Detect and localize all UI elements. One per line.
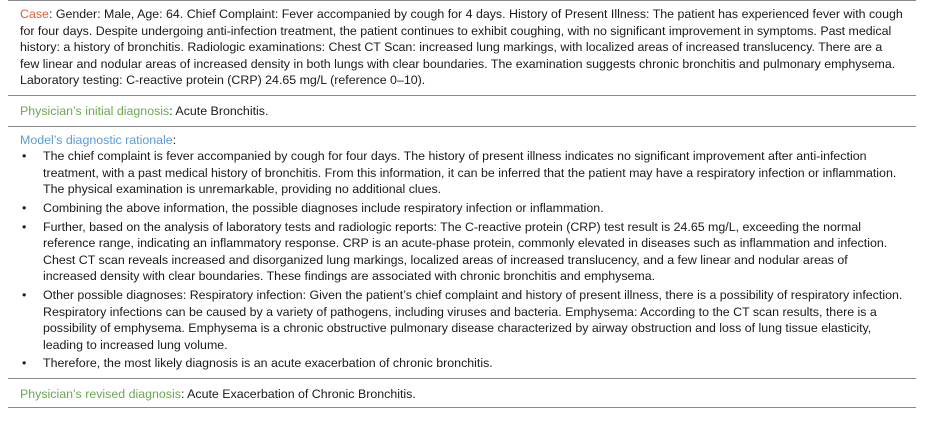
bullet-icon: • xyxy=(22,200,27,215)
case-section xyxy=(8,1,916,96)
case-label: Case xyxy=(20,7,49,21)
rationale-colon: : xyxy=(172,132,177,147)
rationale-item-text: Therefore, the most likely diagnosis is an acute exacerbation of chronic bronchitis. xyxy=(43,356,493,371)
rationale-item xyxy=(20,355,904,372)
rationale-item xyxy=(20,287,904,353)
initial-diagnosis-text: : Acute Bronchitis. xyxy=(169,103,269,118)
bullet-icon: • xyxy=(22,356,27,371)
rationale-section xyxy=(8,127,916,379)
rationale-item xyxy=(20,148,904,198)
bullet-icon: • xyxy=(22,219,27,234)
rationale-item xyxy=(20,219,904,285)
initial-diagnosis-section xyxy=(8,96,916,127)
rationale-item xyxy=(20,200,904,217)
initial-diagnosis-label: Physician’s initial diagnosis xyxy=(20,103,170,118)
rationale-label: Model’s diagnostic rationale xyxy=(20,132,173,147)
rationale-item-text: Combining the above information, the possible diagnoses include respiratory infection or inflammation. xyxy=(43,200,604,215)
bullet-icon: • xyxy=(22,149,27,164)
case-report-table xyxy=(8,0,916,408)
rationale-heading xyxy=(20,132,904,149)
case-text: : Gender: Male, Age: 64. Chief Complaint: Fever accompanied by cough for 4 days. History of Present Illness: The patient has experienced fever with cough for four days. Despite undergoing anti-infection treatment, the patient continues to exhibit coughing, with no significant improvement in symptoms. Past medical history: a history of bronchitis. Radiologic examinations: Chest CT Scan: increased lung markings, with localized areas of increased translucency. There are a few linear and nodular areas of increased density in both lungs with clear boundaries. The examination suggests chronic bronchitis and pulmonary emphysema. Laboratory testing: C-reactive protein (CRP) 24.65 mg/L (reference 0–10). xyxy=(20,7,903,88)
rationale-item-text: The chief complaint is fever accompanied by cough for four days. The history of present illness indicates no significant improvement after anti-infection treatment, with a past medical history of bronchitis. From this information, it can be inferred that the patient may have a respiratory infection or inflammation. The physical examination is unremarkable, providing no additional clues. xyxy=(43,149,897,197)
bullet-icon: • xyxy=(22,287,27,302)
revised-diagnosis-section xyxy=(8,379,916,408)
rationale-list xyxy=(20,148,904,372)
rationale-item-text: Other possible diagnoses: Respiratory infection: Given the patient’s chief complaint and history of present illness, there is a possibility of respiratory infection. Respiratory infections can be caused by a variety of pathogens, including viruses and bacteria. Emphysema: According to the CT scan results, there is a possibility of emphysema. Emphysema is a chronic obstructive pulmonary disease characterized by airway obstruction and loss of lung tissue elasticity, leading to increased lung volume. xyxy=(43,287,903,352)
rationale-item-text: Further, based on the analysis of laboratory tests and radiologic reports: The C-reactive protein (CRP) test result is 24.65 mg/L, exceeding the normal reference range, indicating an inflammatory response. CRP is an acute-phase protein, commonly elevated in diseases such as inflammation and infection. Chest CT scan reveals increased and disorganized lung markings, localized areas of increased translucency, and a few linear and nodular areas of increased density with clear boundaries. These findings are associated with chronic bronchitis and emphysema. xyxy=(43,219,888,284)
revised-diagnosis-label: Physician’s revised diagnosis xyxy=(20,386,181,401)
revised-diagnosis-text: : Acute Exacerbation of Chronic Bronchitis. xyxy=(180,386,416,401)
